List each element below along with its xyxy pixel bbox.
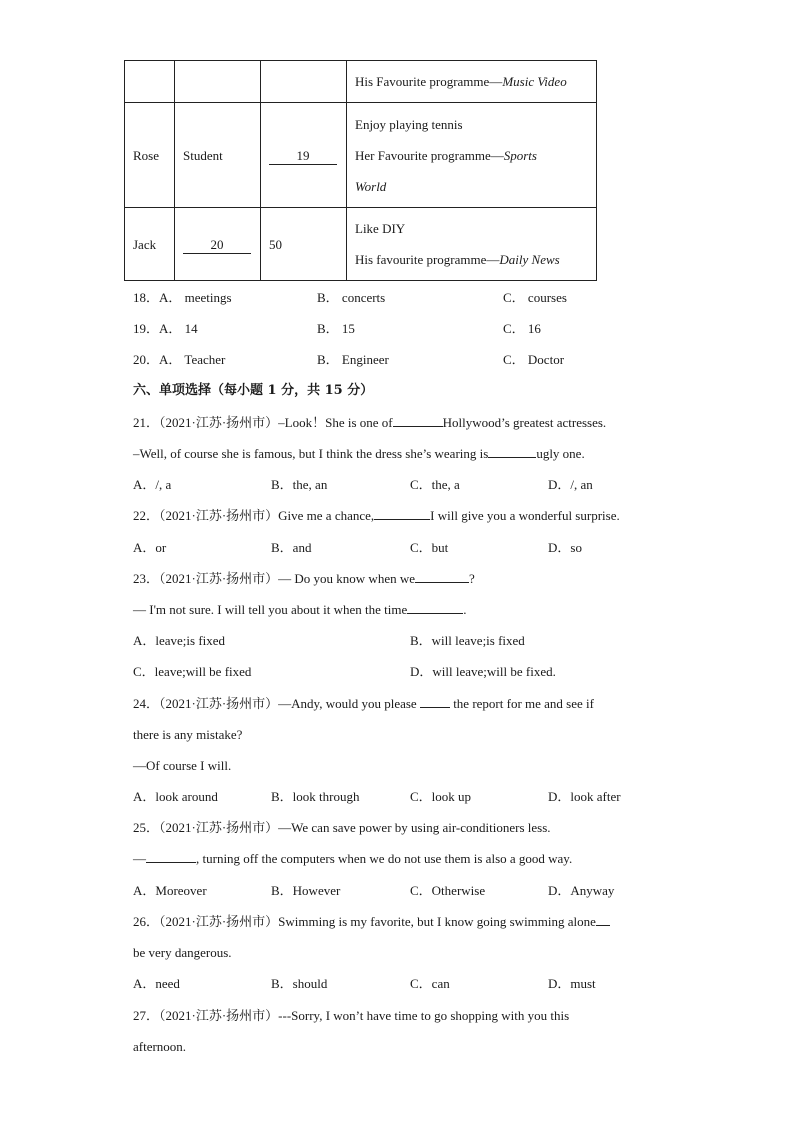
- hobby-text: Like DIY: [355, 221, 406, 236]
- option-b[interactable]: B． 15: [317, 321, 355, 336]
- option-c[interactable]: C．leave;will be fixed: [133, 664, 252, 679]
- question-21-stem: [133, 414, 606, 432]
- option-b[interactable]: B．look through: [271, 789, 360, 804]
- answer-blank[interactable]: [146, 850, 196, 863]
- stem-text: ?: [469, 571, 475, 586]
- question-20: [133, 351, 225, 369]
- stem-text: 23．（2021·江苏·扬州市）— Do you know when we: [133, 571, 416, 586]
- table-cell: Student: [175, 103, 261, 208]
- option-a[interactable]: A．leave;is fixed: [133, 633, 226, 648]
- option-b[interactable]: B．will leave;is fixed: [410, 633, 525, 648]
- stem-text: I will give you a wonderful surprise.: [430, 508, 620, 523]
- answer-blank[interactable]: [596, 913, 610, 926]
- table-cell: [175, 61, 261, 103]
- programme-label: His favourite programme—: [355, 252, 500, 267]
- question-22-stem: [133, 507, 620, 525]
- programme-name-cont: World: [355, 178, 387, 194]
- table-cell: [125, 61, 175, 103]
- option-c[interactable]: C．but: [410, 540, 449, 555]
- table-cell: Rose: [125, 103, 175, 208]
- section-title: 六、单项选择（每小题 1 分，共 15 分）: [133, 383, 374, 398]
- stem-text: –Well, of course she is famous, but I think the dress she’s wearing is: [133, 446, 489, 461]
- stem-text: the report for me and see if: [453, 696, 594, 711]
- answer-blank[interactable]: 19: [269, 148, 337, 165]
- stem-text: 26．（2021·江苏·扬州市）Swimming is my favorite, but I know going swimming alone: [133, 914, 596, 929]
- table-row: [125, 103, 597, 208]
- stem-text: ugly one.: [536, 446, 585, 461]
- option-c[interactable]: C．Otherwise: [410, 883, 486, 898]
- answer-blank[interactable]: [393, 414, 443, 427]
- table-cell: [175, 208, 261, 281]
- stem-text: 22．（2021·江苏·扬州市）Give me a chance,: [133, 508, 375, 523]
- programme-name: Music Video: [502, 74, 567, 89]
- stem-text: 21．（2021·江苏·扬州市）–Look！She is one of: [133, 415, 393, 430]
- option-c[interactable]: C． courses: [503, 290, 567, 305]
- stem-text: 24．（2021·江苏·扬州市）—Andy, would you please: [133, 696, 417, 711]
- programme-label: Her Favourite programme—: [355, 147, 504, 163]
- option-d[interactable]: D．/, an: [548, 477, 593, 492]
- option-d[interactable]: D．look after: [548, 789, 621, 804]
- answer-blank[interactable]: [488, 445, 536, 458]
- option-a[interactable]: A． 14: [159, 321, 198, 336]
- question-18: [133, 289, 232, 307]
- stem-text: , turning off the computers when we do not use them is also a good way.: [196, 851, 573, 866]
- question-27-stem-2: afternoon.: [133, 1039, 187, 1054]
- answer-blank[interactable]: [407, 601, 463, 614]
- programme-name: Daily News: [499, 252, 560, 267]
- question-27-stem: 27．（2021·江苏·扬州市）---Sorry, I won’t have time to go shopping with you this: [133, 1008, 570, 1023]
- table-row: [125, 208, 597, 281]
- option-c[interactable]: C．the, a: [410, 477, 460, 492]
- option-b[interactable]: B．the, an: [271, 477, 328, 492]
- question-24-stem-3: —Of course I will.: [133, 758, 232, 773]
- question-24-stem: [133, 695, 594, 713]
- option-b[interactable]: B．should: [271, 976, 328, 991]
- option-d[interactable]: D．so: [548, 540, 582, 555]
- answer-blank[interactable]: [415, 570, 469, 583]
- option-a[interactable]: A． meetings: [159, 290, 232, 305]
- option-b[interactable]: B． Engineer: [317, 352, 389, 367]
- table-cell: 50: [261, 208, 347, 281]
- option-b[interactable]: B．and: [271, 540, 312, 555]
- option-c[interactable]: C．look up: [410, 789, 472, 804]
- table-cell: [347, 61, 597, 103]
- answer-blank[interactable]: [420, 695, 450, 708]
- option-a[interactable]: A．/, a: [133, 477, 172, 492]
- table-cell: [347, 103, 597, 208]
- option-d[interactable]: D．Anyway: [548, 883, 615, 898]
- question-number: 19．: [133, 321, 160, 336]
- option-c[interactable]: C． 16: [503, 321, 541, 336]
- option-c[interactable]: C． Doctor: [503, 352, 565, 367]
- stem-text: — I'm not sure. I will tell you about it when the time: [133, 602, 408, 617]
- option-b[interactable]: B． concerts: [317, 290, 386, 305]
- answer-blank[interactable]: 20: [183, 237, 251, 254]
- option-b[interactable]: B．However: [271, 883, 341, 898]
- option-a[interactable]: A．look around: [133, 789, 218, 804]
- programme-name: Sports: [503, 147, 537, 163]
- question-23-stem: [133, 570, 475, 588]
- hobby-text: Enjoy playing tennis: [355, 116, 463, 132]
- option-a[interactable]: A．need: [133, 976, 180, 991]
- question-26-stem: [133, 913, 610, 931]
- question-25-stem-2: [133, 850, 572, 868]
- question-23-stem-2: [133, 601, 466, 619]
- table-cell: Jack: [125, 208, 175, 281]
- question-number: 20．: [133, 352, 160, 367]
- question-24-stem-2: there is any mistake?: [133, 727, 243, 742]
- question-number: 18．: [133, 290, 160, 305]
- table-cell: [261, 103, 347, 208]
- table-row: [125, 61, 597, 103]
- stem-text: .: [463, 602, 467, 617]
- answer-blank[interactable]: [374, 507, 430, 520]
- stem-text: Hollywood’s greatest actresses.: [442, 415, 607, 430]
- info-table: [124, 60, 597, 281]
- option-d[interactable]: D．will leave;will be fixed.: [410, 664, 556, 679]
- stem-text: —: [133, 851, 146, 866]
- option-a[interactable]: A． Teacher: [159, 352, 226, 367]
- table-cell: [261, 61, 347, 103]
- question-26-stem-2: be very dangerous.: [133, 945, 232, 960]
- question-25-stem: 25．（2021·江苏·扬州市）—We can save power by using air-conditioners less.: [133, 820, 551, 835]
- option-a[interactable]: A．Moreover: [133, 883, 207, 898]
- programme-label: His Favourite programme—: [355, 74, 503, 89]
- option-d[interactable]: D．must: [548, 976, 596, 991]
- option-c[interactable]: C．can: [410, 976, 450, 991]
- question-21-stem-2: [133, 445, 585, 463]
- question-19: [133, 320, 198, 338]
- table-cell: [347, 208, 597, 281]
- option-a[interactable]: A．or: [133, 540, 167, 555]
